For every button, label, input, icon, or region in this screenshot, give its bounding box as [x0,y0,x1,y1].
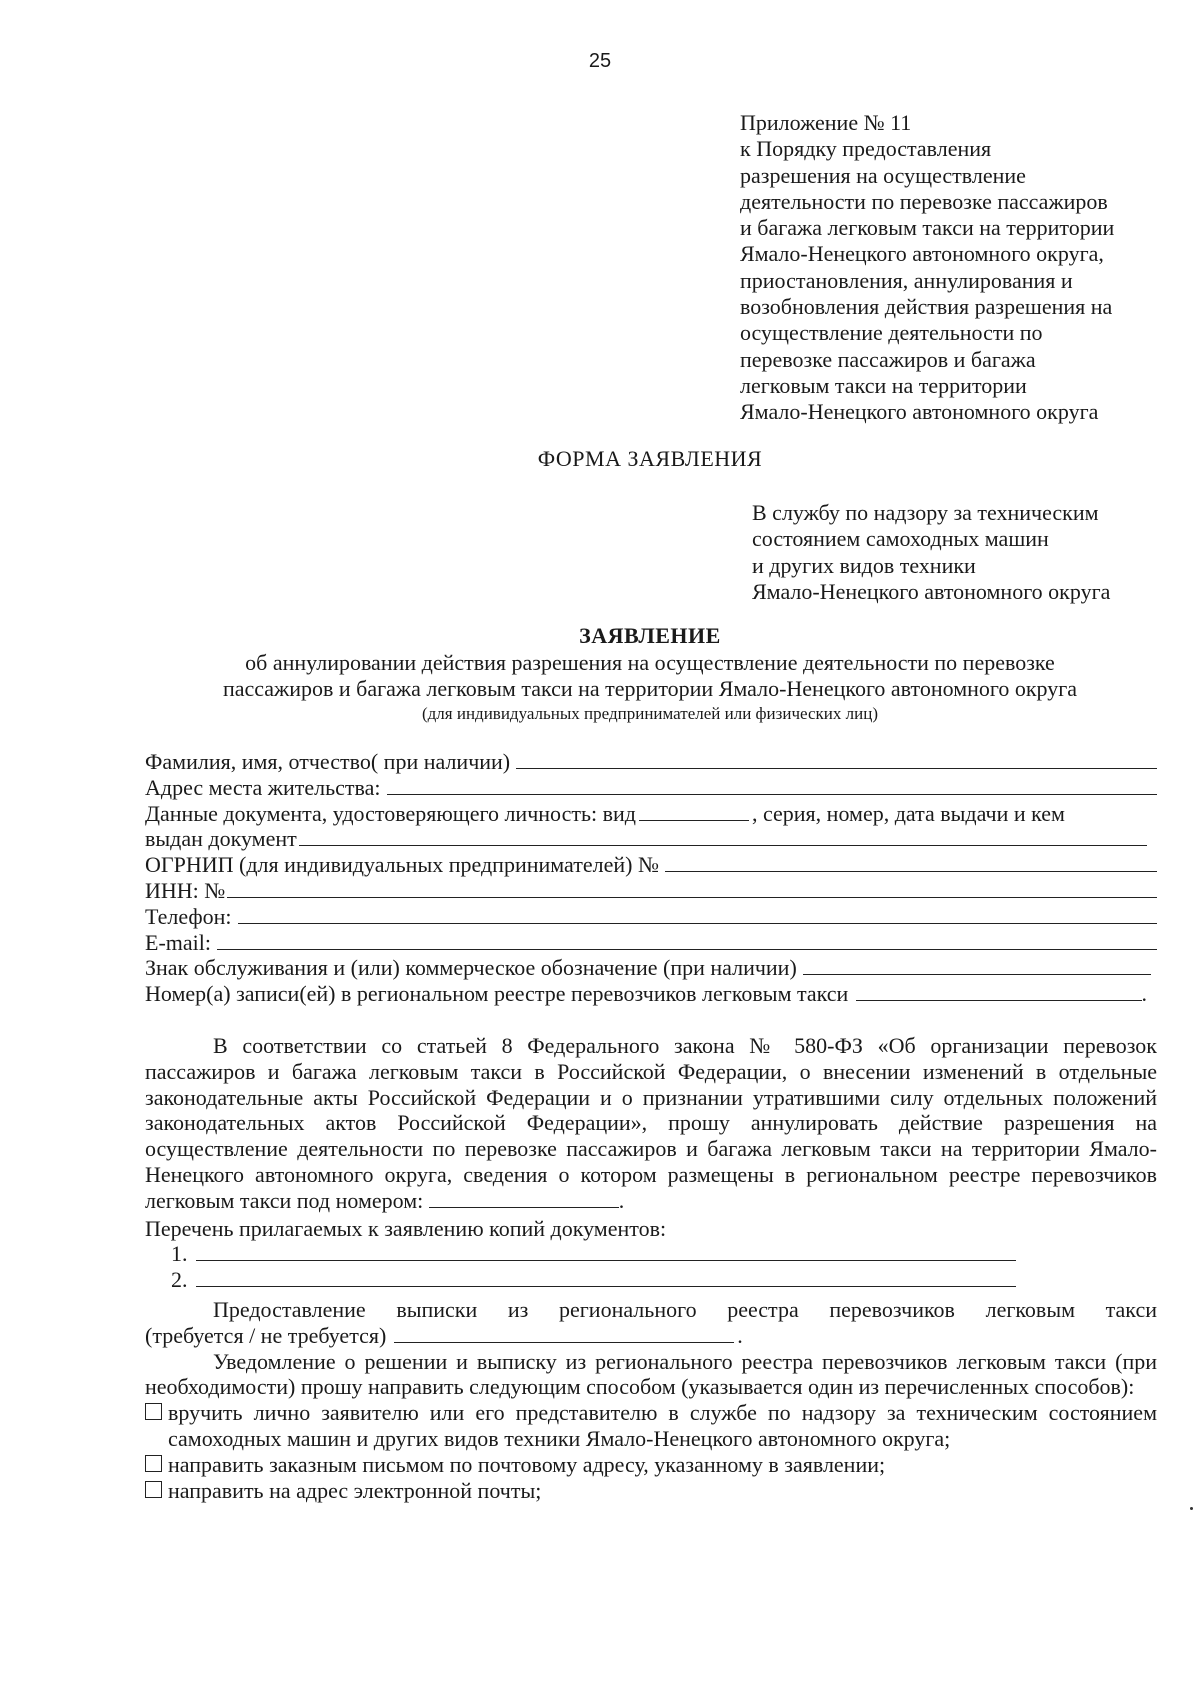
appendix-line: Ямало-Ненецкого автономного округа [740,399,1099,425]
email-blank[interactable] [217,931,1157,950]
option-label: вручить лично заявителю или его представителю в службе по надзору за техническим состоянием самоходных машин и других видов техники Ямало-Ненецкого автономного округа; [168,1400,1157,1451]
form-title: ФОРМА ЗАЯВЛЕНИЯ [537,446,763,471]
docs-item [171,1267,1157,1293]
checkbox[interactable] [145,1481,162,1498]
option-in-person[interactable] [145,1400,1157,1452]
addressee-line: Ямало-Ненецкого автономного округа [752,579,1111,605]
appendix-line: разрешения на осуществление [740,162,1026,188]
field-email [145,930,1157,956]
field-inn [145,878,1157,904]
id-doc-type-blank[interactable] [639,802,749,821]
inn-blank[interactable] [227,879,1157,898]
field-label: Телефон: [145,903,232,929]
docs-item-number: 1. [171,1241,188,1267]
applicant-fields [145,749,1157,1007]
docs-heading: Перечень прилагаемых к заявлению копий документов: [145,1215,667,1241]
field-label: E-mail: [145,929,211,955]
addressee-block [752,500,1172,606]
addressee-line: и других видов техники [752,552,976,578]
appendix-header [740,110,1160,426]
fio-blank[interactable] [516,750,1157,769]
statement-title: ЗАЯВЛЕНИЕ [579,623,721,648]
field-label: выдан документ [145,826,297,852]
appendix-line: Ямало-Ненецкого автономного округа, [740,241,1104,267]
docs-item [171,1241,1157,1267]
extract-choice [145,1323,1157,1349]
checkbox[interactable] [145,1403,162,1420]
field-label: Данные документа, удостоверяющего личность: вид [145,800,636,826]
field-label: Фамилия, имя, отчество( при наличии) [145,749,511,774]
docs-item-number: 2. [171,1267,188,1293]
field-label: ИНН: № [145,877,226,903]
field-trademark [145,955,1157,981]
main-paragraph-text: В соответствии со статьей 8 Федерального закона № 580-ФЗ «Об организации перевозок пассажиров и багажа легковым такси в Российской Федерации, о внесении изменений в отдельные законодательные акты Российской Федерации и о признании утратившими силу отдельных положений законодательных актов Российской Федерации», прошу аннулировать действие разрешения на осуществление деятельности по перевозке пассажиров и багажа легковым такси на территории Ямало-Ненецкого автономного округа, сведения о котором размещены в региональном реестре перевозчиков легковым такси под номером: [145,1033,1157,1213]
field-issued-by [145,826,1157,852]
notify-paragraph: Уведомление о решении и выписку из регионального реестра перевозчиков легковым такси (при необходимости) прошу направить следующим способом (указывается один из перечисленных способов): [145,1348,1157,1400]
page-number: 25 [588,50,612,72]
option-label: направить заказным письмом по почтовому адресу, указанному в заявлении; [168,1451,886,1477]
appendix-line: и багажа легковым такси на территории [740,215,1115,241]
appendix-line: к Порядку предоставления [740,136,992,162]
field-address [145,775,1157,801]
field-label: Адрес места жительства: [145,774,381,800]
statement-body [145,1033,1157,1503]
addressee-line: В службу по надзору за техническим [752,500,1099,525]
scan-speck [1190,1507,1193,1510]
docs-item-blank[interactable] [196,1242,1016,1261]
field-id-document [145,801,1157,827]
field-ogrnip [145,852,1157,878]
extract-line: Предоставление выписки из регионального реестра перевозчиков легковым такси [213,1296,1157,1322]
field-end: . [1141,981,1147,1007]
extract-choice-blank[interactable] [394,1324,734,1343]
option-label: направить на адрес электронной почты; [168,1477,542,1503]
field-phone [145,904,1157,930]
trademark-blank[interactable] [803,956,1151,975]
appendix-line: приостановления, аннулирования и [740,267,1073,293]
field-label: Знак обслуживания и (или) коммерческое обозначение (при наличии) [145,955,797,981]
docs-item-blank[interactable] [196,1268,1016,1287]
main-paragraph [145,1033,1157,1214]
address-blank[interactable] [387,776,1157,795]
field-label: Номер(а) записи(ей) в региональном реестре перевозчиков легковым такси [145,981,849,1007]
appendix-line: Приложение № 11 [740,110,912,135]
appendix-line: деятельности по перевозке пассажиров [740,188,1108,214]
appendix-line: осуществление деятельности по [740,320,1043,346]
field-label: , серия, номер, дата выдачи и кем [751,800,1065,826]
statement-subtitle: об аннулировании действия разрешения на осуществление деятельности по перевозке [245,650,1055,675]
appendix-line: легковым такси на территории [740,372,1027,398]
field-label: ОГРНИП (для индивидуальных предпринимателей) № [145,852,659,878]
statement-subtitle: пассажиров и багажа легковым такси на территории Ямало-Ненецкого автономного округа [222,676,1078,701]
option-email[interactable] [145,1478,1157,1504]
phone-blank[interactable] [238,905,1157,924]
field-fio [145,749,1157,775]
appendix-line: перевозке пассажиров и багажа [740,346,1036,372]
statement-note: (для индивидуальных предпринимателей или физических лиц) [422,704,878,723]
checkbox[interactable] [145,1455,162,1472]
registry-number-blank[interactable] [429,1189,619,1208]
extract-choice-label: (требуется / не требуется) [145,1322,387,1348]
issued-by-blank[interactable] [299,827,1147,846]
appendix-line: возобновления действия разрешения на [740,294,1113,320]
ogrnip-blank[interactable] [665,853,1157,872]
docs-list [171,1241,1157,1293]
registry-record-blank[interactable] [856,982,1141,1001]
addressee-line: состоянием самоходных машин [752,526,1049,552]
main-paragraph-end: . [618,1187,625,1213]
option-registered-mail[interactable] [145,1452,1157,1478]
field-registry-record [145,981,1157,1007]
statement-heading [140,622,1160,726]
extract-end: . [737,1322,743,1348]
